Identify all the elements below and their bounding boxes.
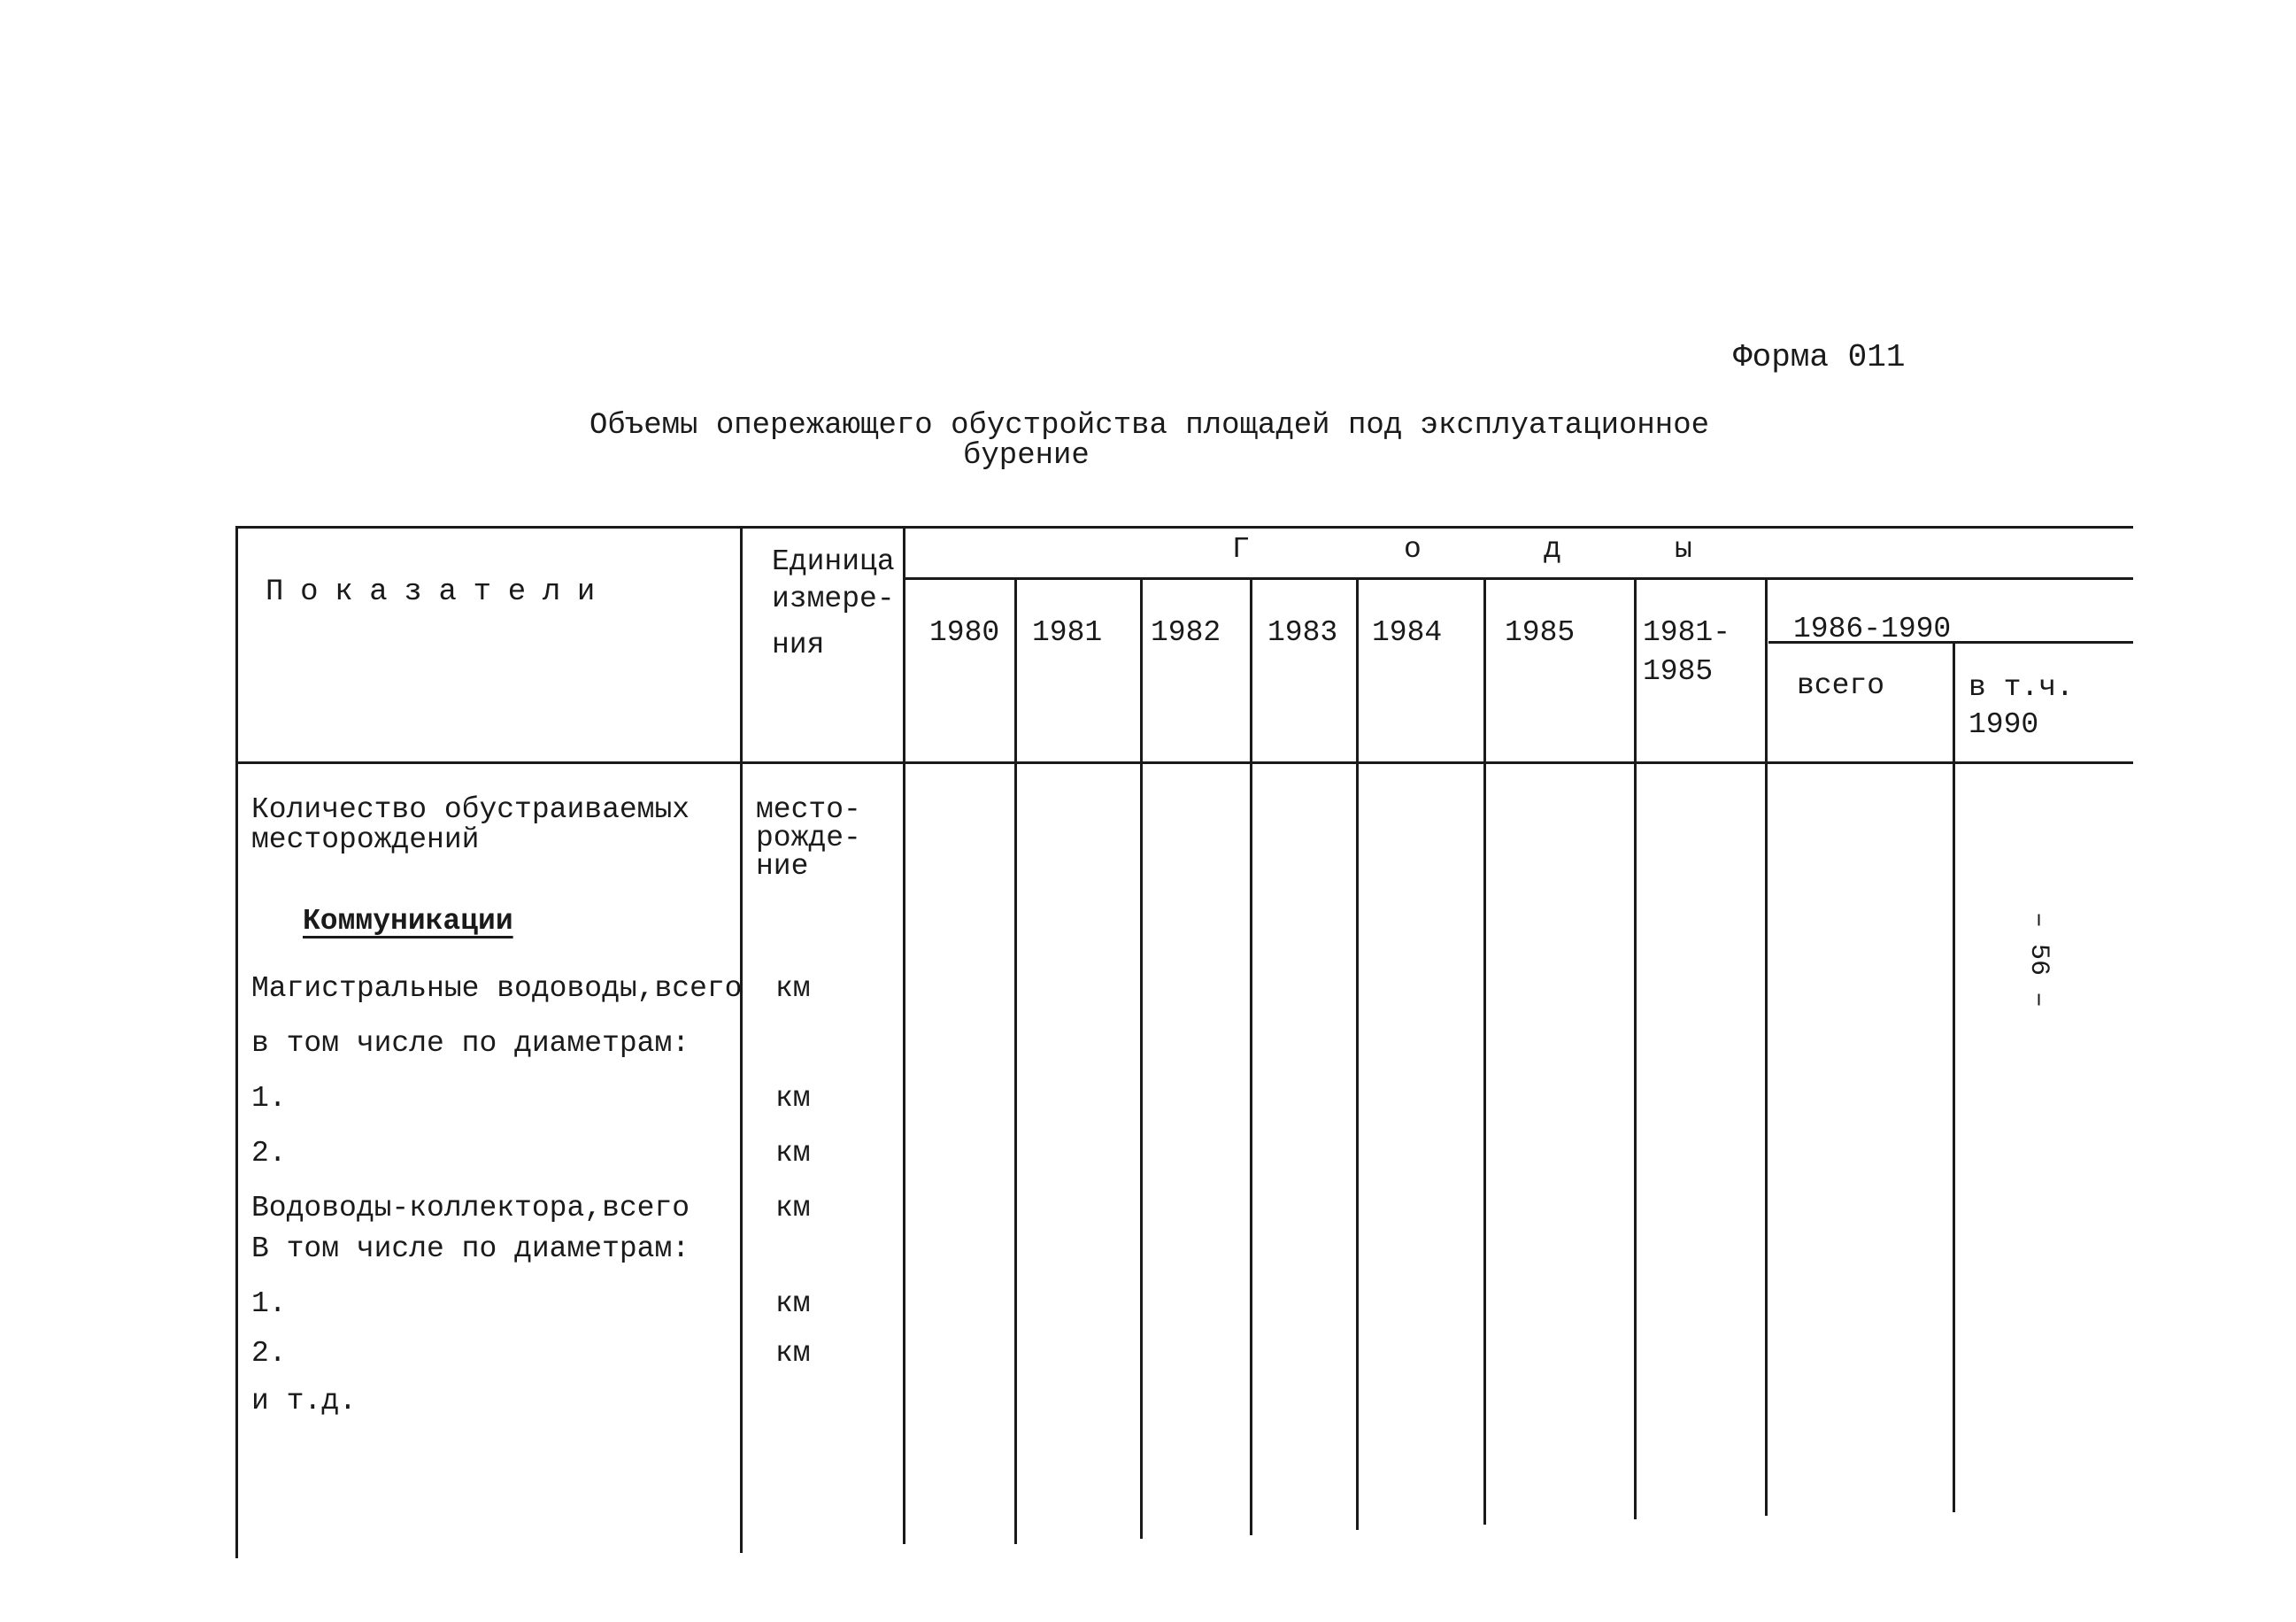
years-group-letter-1: Г	[1232, 533, 1250, 566]
years-group-letter-2: о	[1404, 533, 1422, 566]
header-unit-line2: измере-	[772, 583, 895, 615]
years-group-underline	[903, 577, 2133, 580]
year-range-1981-line1: 1981-	[1643, 616, 1731, 649]
row-main-diameter-1-label: 1.	[251, 1082, 287, 1115]
header-total: всего	[1797, 669, 1885, 702]
document-title-line2: бурение	[963, 439, 1090, 473]
form-number: Форма 011	[1733, 339, 1906, 375]
year-1982: 1982	[1151, 616, 1221, 649]
row-main-diameter-2-unit: км	[775, 1137, 811, 1170]
table-top-border	[235, 526, 2133, 529]
col-border-incl-1990	[1953, 641, 1955, 1512]
row-fields-count-label-line2: месторождений	[251, 823, 480, 856]
row-collector-diameter-2-unit: км	[775, 1337, 811, 1370]
row-collector-diameter-1-label: 1.	[251, 1287, 287, 1320]
row-main-pipelines-unit: км	[775, 972, 811, 1005]
header-unit-line1: Единица	[772, 545, 895, 578]
header-bottom-border	[235, 761, 2133, 764]
row-main-diameter-1-unit: км	[775, 1082, 811, 1115]
row-collector-diameter-1-unit: км	[775, 1287, 811, 1320]
col-border-1981	[1014, 577, 1017, 1544]
row-main-diameter-2-label: 2.	[251, 1137, 287, 1170]
row-collector-diameters-label: В том числе по диаметрам:	[251, 1232, 690, 1265]
row-main-pipelines-label: Магистральные водоводы,всего	[251, 972, 743, 1005]
row-collector-diameter-2-label: 2.	[251, 1337, 287, 1370]
col-border-1983	[1250, 577, 1252, 1535]
years-group-letter-4: ы	[1675, 533, 1692, 566]
row-fields-count-label-line1: Количество обустраиваемых	[251, 793, 690, 826]
years-group-letter-3: д	[1544, 533, 1561, 566]
year-1985: 1985	[1505, 616, 1576, 649]
year-1981: 1981	[1032, 616, 1103, 649]
col-border-1984	[1356, 577, 1359, 1530]
row-collector-pipelines-label: Водоводы-коллектора,всего	[251, 1192, 690, 1224]
row-main-diameters-label: в том числе по диаметрам:	[251, 1027, 690, 1060]
page-number: – 56 –	[2023, 912, 2053, 1008]
col-border-1982	[1140, 577, 1143, 1539]
row-fields-count-unit-line3: ние	[756, 850, 809, 883]
year-1983: 1983	[1267, 616, 1338, 649]
section-communications: Коммуникации	[303, 905, 513, 938]
year-1980: 1980	[929, 616, 1000, 649]
col-border-unit	[740, 526, 743, 1553]
year-1984: 1984	[1372, 616, 1443, 649]
header-incl-line1: в т.ч.	[1969, 671, 2074, 704]
col-border-left	[235, 526, 238, 1558]
row-fields-count-unit-line1: место-	[756, 793, 861, 826]
col-border-1985	[1483, 577, 1486, 1525]
header-indicators: Показатели	[266, 575, 613, 609]
col-border-1986-1990	[1765, 577, 1768, 1516]
col-border-1981-1985	[1634, 577, 1637, 1519]
row-fields-count-unit-line2: рожде-	[756, 822, 861, 854]
header-incl-line2: 1990	[1969, 708, 2039, 741]
row-etc-label: и т.д.	[251, 1385, 357, 1417]
col-border-1980	[903, 526, 905, 1544]
row-collector-pipelines-unit: км	[775, 1192, 811, 1224]
year-range-1986: 1986-1990	[1793, 613, 1952, 645]
year-range-1981-line2: 1985	[1643, 655, 1714, 688]
document-title-line1: Объемы опережающего обустройства площадей под эксплуатационное	[589, 409, 1710, 443]
header-unit-line3: ния	[772, 629, 825, 661]
